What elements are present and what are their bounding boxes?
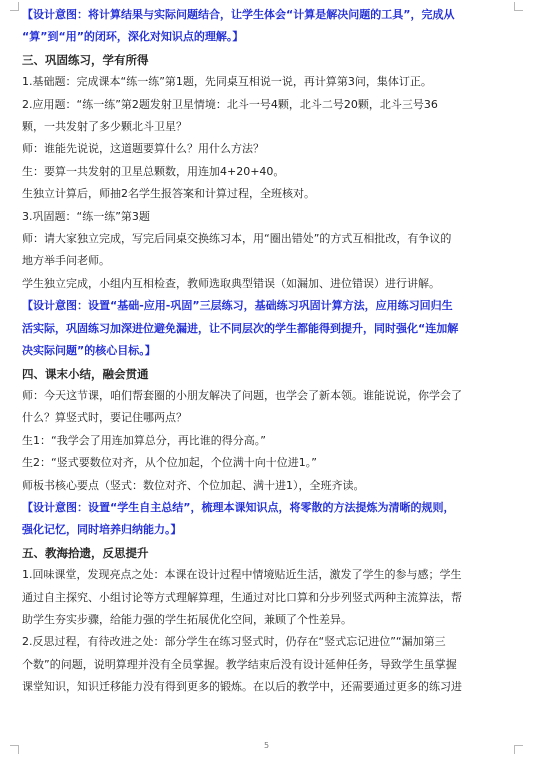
crop-mark-top-right <box>514 2 523 11</box>
body-line: 师板书核心要点（竖式：数位对齐、个位加起、满十进1），全班齐读。 <box>22 478 365 492</box>
crop-mark-top-left <box>10 2 19 11</box>
section-heading: 五、教海拾遗，反思提升 <box>22 545 149 560</box>
body-line: 颗，一共发射了多少颗北斗卫星？ <box>22 120 187 134</box>
body-line: 生：要算一共发射的卫星总颗数，用连加4+20+40。 <box>22 164 285 178</box>
body-line: 地方举手问老师。 <box>22 254 110 268</box>
body-line: 1.回味课堂，发现亮点之处：本课在设计过程中情境贴近生活，激发了学生的参与感；学生 <box>22 568 462 582</box>
body-line: 个数”的问题，说明算理并没有全员掌握。教学结束后没有设计延伸任务，导致学生虽掌握 <box>22 657 457 671</box>
body-line: 3.巩固题：“练一练”第3题 <box>22 209 150 223</box>
body-line: 通过自主探究、小组讨论等方式理解算理，生通过对比口算和分步列竖式两种主流算法，帮 <box>22 590 462 604</box>
body-line: 学生独立完成，小组内互相检查，教师选取典型错误（如漏加、进位错误）进行讲解。 <box>22 276 440 290</box>
body-line: 课堂知识，知识迁移能力没有得到更多的锻炼。在以后的教学中，还需要通过更多的练习进 <box>22 680 462 694</box>
body-line: 生独立计算后，师抽2名学生报答案和计算过程，全班核对。 <box>22 187 315 201</box>
body-line: 2.应用题：“练一练”第2题发射卫星情境：北斗一号4颗，北斗二号20颗，北斗三号36 <box>22 97 438 111</box>
body-line: 生2：“竖式要数位对齐，从个位加起，个位满十向十位进1。” <box>22 456 317 470</box>
section-heading: 四、课末小结，融会贯通 <box>22 366 149 381</box>
design-intent-line: 【设计意图：将计算结果与实际问题结合，让学生体会“计算是解决问题的工具”，完成从 <box>22 8 455 21</box>
body-line: 助学生夯实步骤，给能力强的学生拓展优化空间，兼顾了个性差异。 <box>22 612 352 626</box>
design-intent-line: 【设计意图：设置“基础-应用-巩固”三层练习，基础练习巩固计算方法，应用练习回归生 <box>22 299 453 313</box>
design-intent-line: 【设计意图：设置“学生自主总结”，梳理本课知识点，将零散的方法提炼为清晰的规则， <box>22 500 455 514</box>
body-line: 师：请大家独立完成，写完后同桌交换练习本，用“圈出错处”的方式互相批改，有争议的 <box>22 232 452 246</box>
section-heading: 三、巩固练习，学有所得 <box>22 52 149 67</box>
body-line: 生1：“我学会了用连加算总分，再比谁的得分高。” <box>22 433 266 447</box>
body-line: 2.反思过程，有待改进之处：部分学生在练习竖式时，仍存在“竖式忘记进位”“漏加第三 <box>22 635 446 649</box>
design-intent-line: 决实际问题”的核心目标。】 <box>22 344 156 358</box>
body-line: 师：谁能先说说，这道题要算什么？用什么方法？ <box>22 142 264 156</box>
design-intent-line: 活实际，巩固练习加深进位避免漏进，让不同层次的学生都能得到提升，同时强化“连加解 <box>22 321 459 335</box>
design-intent-line: “算”到“用”的闭环，深化对知识点的理解。】 <box>22 30 244 44</box>
body-line: 什么？算竖式时，要记住哪两点？ <box>22 411 187 425</box>
document-page <box>22 4 512 699</box>
body-line: 师：今天这节课，咱们帮套圈的小朋友解决了问题，也学会了新本领。谁能说说，你学会了 <box>22 388 462 402</box>
body-line: 1.基础题：完成课本“练一练”第1题，先同桌互相说一说，再计算第3问，集体订正。 <box>22 75 432 89</box>
page-number: 5 <box>263 741 270 750</box>
design-intent-line: 强化记忆，同时培养归纳能力。】 <box>22 523 182 537</box>
